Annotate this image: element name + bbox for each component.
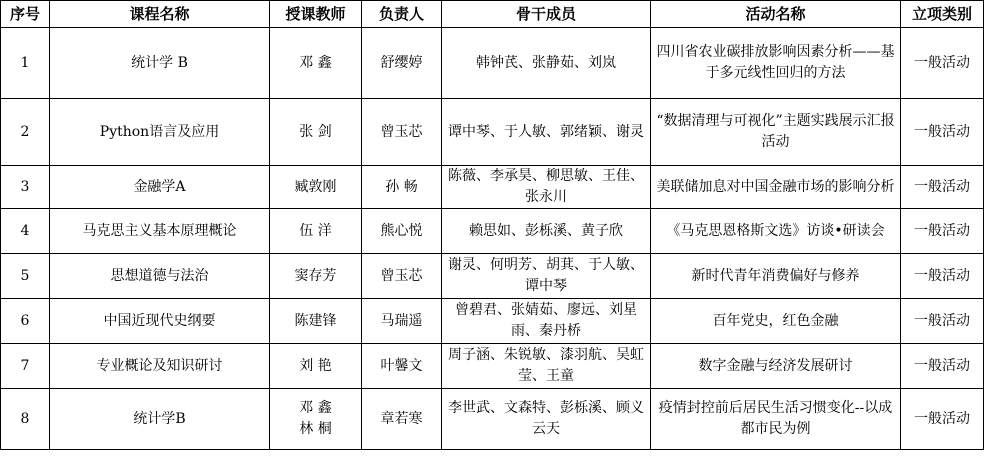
header-activity: 活动名称 xyxy=(651,1,901,28)
cell-lead: 曾玉芯 xyxy=(362,99,442,166)
header-lead: 负责人 xyxy=(362,1,442,28)
cell-teacher xyxy=(270,28,362,99)
table-row xyxy=(1,166,984,209)
cell-activity: “数据清理与可视化”主题实践展示汇报活动 xyxy=(651,99,901,166)
cell-lead: 曾玉芯 xyxy=(362,254,442,299)
table-row xyxy=(1,209,984,254)
cell-no: 3 xyxy=(1,166,50,209)
header-row xyxy=(1,1,984,28)
cell-course: 金融学A xyxy=(50,166,270,209)
table-row xyxy=(1,389,984,450)
cell-course: 统计学 B xyxy=(50,28,270,99)
cell-teacher xyxy=(270,389,362,450)
cell-activity: 疫情封控前后居民生活习惯变化--以成都市民为例 xyxy=(651,389,901,450)
cell-lead: 熊心悦 xyxy=(362,209,442,254)
header-no: 序号 xyxy=(1,1,50,28)
cell-category: 一般活动 xyxy=(901,254,984,299)
cell-members: 韩钟芪、张静茹、刘岚 xyxy=(442,28,651,99)
teacher-name: 臧敦刚 xyxy=(294,178,337,195)
table-row xyxy=(1,254,984,299)
cell-category: 一般活动 xyxy=(901,99,984,166)
header-teacher: 授课教师 xyxy=(270,1,362,28)
teacher-name: 刘 艳 xyxy=(299,357,332,374)
table-row xyxy=(1,299,984,344)
cell-activity: 《马克思恩格斯文选》访谈•研读会 xyxy=(651,209,901,254)
cell-members: 周子涵、朱锐敏、漆羽航、吴虹莹、王童 xyxy=(442,344,651,389)
teacher-name: 窦存芳 xyxy=(294,267,337,284)
teacher-name: 张 剑 xyxy=(299,123,332,140)
table-row xyxy=(1,99,984,166)
cell-lead: 马瑞遥 xyxy=(362,299,442,344)
table-row xyxy=(1,28,984,99)
cell-lead: 叶馨文 xyxy=(362,344,442,389)
cell-no: 6 xyxy=(1,299,50,344)
cell-no: 8 xyxy=(1,389,50,450)
cell-category: 一般活动 xyxy=(901,28,984,99)
cell-members: 谭中琴、于人敏、郭绪颖、谢灵 xyxy=(442,99,651,166)
cell-course: 统计学B xyxy=(50,389,270,450)
cell-category: 一般活动 xyxy=(901,299,984,344)
cell-activity: 数字金融与经济发展研讨 xyxy=(651,344,901,389)
cell-category: 一般活动 xyxy=(901,389,984,450)
cell-course: 专业概论及知识研讨 xyxy=(50,344,270,389)
cell-members: 陈薇、李承昊、柳思敏、王佳、张永川 xyxy=(442,166,651,209)
cell-lead: 章若寒 xyxy=(362,389,442,450)
cell-teacher xyxy=(270,344,362,389)
cell-course: 马克思主义基本原理概论 xyxy=(50,209,270,254)
cell-teacher xyxy=(270,166,362,209)
cell-course: 思想道德与法治 xyxy=(50,254,270,299)
cell-teacher xyxy=(270,99,362,166)
cell-no: 1 xyxy=(1,28,50,99)
cell-no: 5 xyxy=(1,254,50,299)
teacher-name: 陈建锋 xyxy=(294,312,337,329)
cell-no: 7 xyxy=(1,344,50,389)
cell-members: 赖思如、彭栎溪、黄子欣 xyxy=(442,209,651,254)
teacher-name: 邓 鑫 xyxy=(299,54,332,71)
cell-members: 谢灵、何明芳、胡萁、于人敏、谭中琴 xyxy=(442,254,651,299)
cell-activity: 新时代青年消费偏好与修养 xyxy=(651,254,901,299)
cell-activity: 四川省农业碳排放影响因素分析——基于多元线性回归的方法 xyxy=(651,28,901,99)
cell-course: 中国近现代史纲要 xyxy=(50,299,270,344)
cell-teacher xyxy=(270,209,362,254)
cell-no: 4 xyxy=(1,209,50,254)
teacher-name: 伍 洋 xyxy=(299,222,332,239)
cell-activity: 美联储加息对中国金融市场的影响分析 xyxy=(651,166,901,209)
cell-lead: 舒缨婷 xyxy=(362,28,442,99)
header-course: 课程名称 xyxy=(50,1,270,28)
cell-course: Python语言及应用 xyxy=(50,99,270,166)
cell-no: 2 xyxy=(1,99,50,166)
header-members: 骨干成员 xyxy=(442,1,651,28)
cell-teacher xyxy=(270,299,362,344)
cell-lead: 孙 畅 xyxy=(362,166,442,209)
table-row xyxy=(1,344,984,389)
teacher-name: 邓 鑫 xyxy=(299,400,332,416)
teacher-name: 林 桐 xyxy=(299,421,332,437)
cell-category: 一般活动 xyxy=(901,209,984,254)
cell-activity: 百年党史，红色金融 xyxy=(651,299,901,344)
cell-members: 李世武、文森特、彭栎溪、顾义云天 xyxy=(442,389,651,450)
cell-members: 曾碧君、张婧茹、廖远、刘星雨、秦丹桥 xyxy=(442,299,651,344)
cell-category: 一般活动 xyxy=(901,344,984,389)
cell-category: 一般活动 xyxy=(901,166,984,209)
cell-teacher xyxy=(270,254,362,299)
header-category: 立项类别 xyxy=(901,1,984,28)
